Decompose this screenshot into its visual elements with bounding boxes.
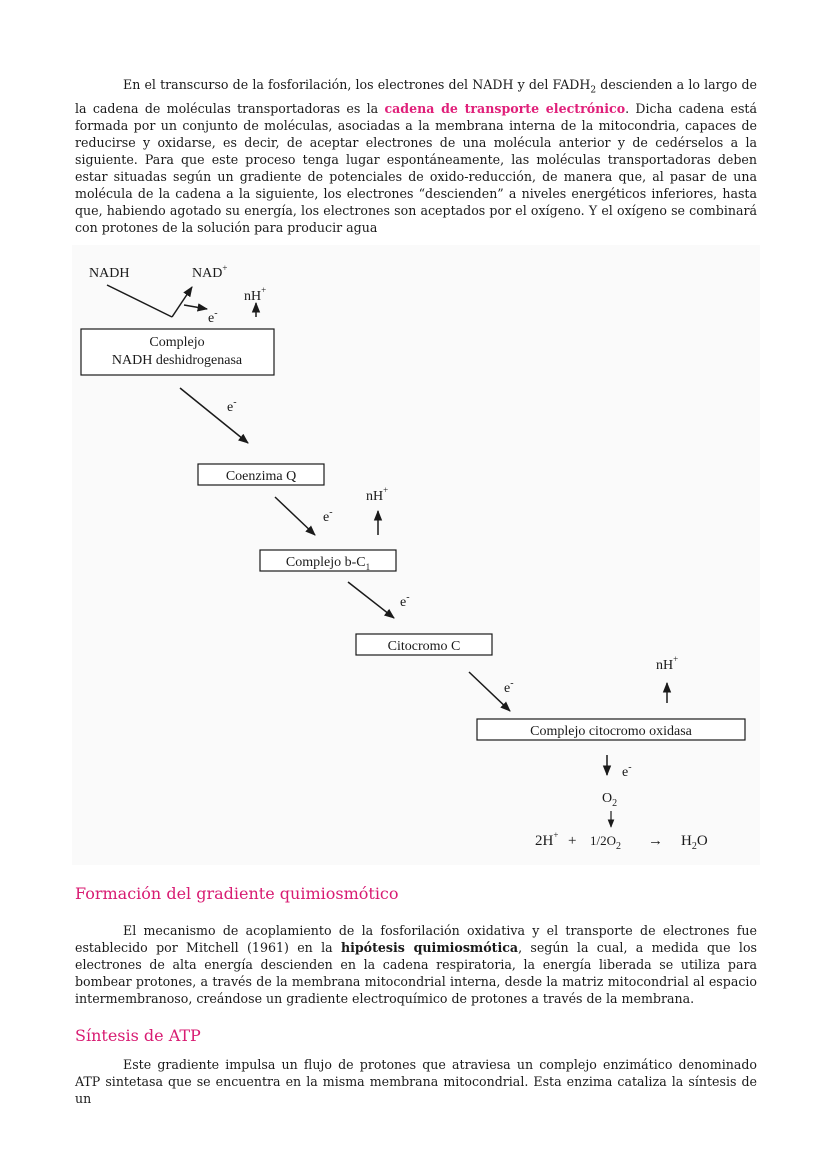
electron-label-3: e- [323,507,333,525]
section1-text-2: , según la cual, a medida que los electrones de alta energía descienden en la cadena respiratoria, la energía liberada se utiliza para bombear protones, a través de la membrana mitocondrial interna, desde la matriz mitocondrial al espacio intermembranoso, creándose un gradiente electroquímico de protones a través de la membrana. [75,940,757,1006]
equation-arrow: → [648,833,663,849]
section2-paragraph [75,1056,757,1107]
electron-label-1: e- [208,308,218,326]
intro-text-1: En el transcurso de la fosforilación, los electrones del NADH y del FADH [123,77,591,92]
section2-text: Este gradiente impulsa un flujo de protones que atraviesa un complejo enzimático denominado ATP sintetasa que se encuentra en la misma membrana mitocondrial. Esta enzima cataliza la síntesis de un [75,1057,757,1106]
electron-label-5: e- [504,678,514,696]
intro-paragraph [75,76,757,236]
o2-label: $O_2$ [602,791,618,809]
section1-text-1: El mecanismo de acoplamiento de la fosforilación oxidativa y el transporte de electrones fue establecido por Mitchell (1961) en la [75,923,757,955]
section1-paragraph [75,922,757,1007]
equation-plus: + [568,833,577,849]
electron-label-6: e- [622,762,632,780]
proton-label-2: nH+ [366,485,389,504]
proton-label-1: nH+ [244,285,267,304]
box1-line1: Complejo [149,335,205,350]
intro-text-2: descienden a lo largo de la cadena de moléculas transportadoras es la [75,77,757,116]
box1-line2: NADH deshidrogenasa [111,353,243,368]
fadh-subscript: 2 [590,85,597,96]
nadh-label: NADH [89,266,130,281]
box3-label: Complejo $b-C_1$ [285,555,371,572]
nad-label: NAD+ [192,263,228,281]
section-heading-gradient: Formación del gradiente quimiosmótico [75,884,399,903]
electron-label-4: e- [400,592,410,610]
diagram-svg [72,245,760,865]
section-heading-atp: Síntesis de ATP [75,1026,201,1045]
box5-label: Complejo citocromo oxidasa [530,724,692,739]
box4-label: Citocromo C [387,639,461,654]
electron-label-2: e- [227,397,237,415]
intro-text-3: . Dicha cadena está formada por un conjunto de moléculas, asociadas a la membrana interna de la mitocondria, capaces de reducirse y oxidarse, es decir, de aceptar electrones de una molécula anterior y de cedérselos a la siguiente. Para que este proceso tenga lugar espontáneamente, las moléculas transportadoras deben estar situadas según un gradiente de potenciales de oxido-reducción, de manera que, al pasar de una molécula de la cadena a la siguiente, los electrones “descienden” a niveles energéticos inferiores, hasta que, habiendo agotado su energía, los electrones son aceptados por el oxígeno. Y el oxígeno se combinará con protones de la solución para producir agua [75,100,757,235]
equation-half-o2: $1/2O_2$ [590,833,621,852]
box2-label: Coenzima Q [225,469,297,484]
electron-transport-diagram [72,245,760,865]
intro-highlight-term: cadena de transporte electrónico [384,100,626,116]
section1-bold-term: hipótesis quimiosmótica [340,940,519,955]
equation-h2o: $H_2O$ [681,833,708,852]
equation-2h: 2H+ [535,830,559,849]
proton-label-3: nH+ [656,654,679,673]
